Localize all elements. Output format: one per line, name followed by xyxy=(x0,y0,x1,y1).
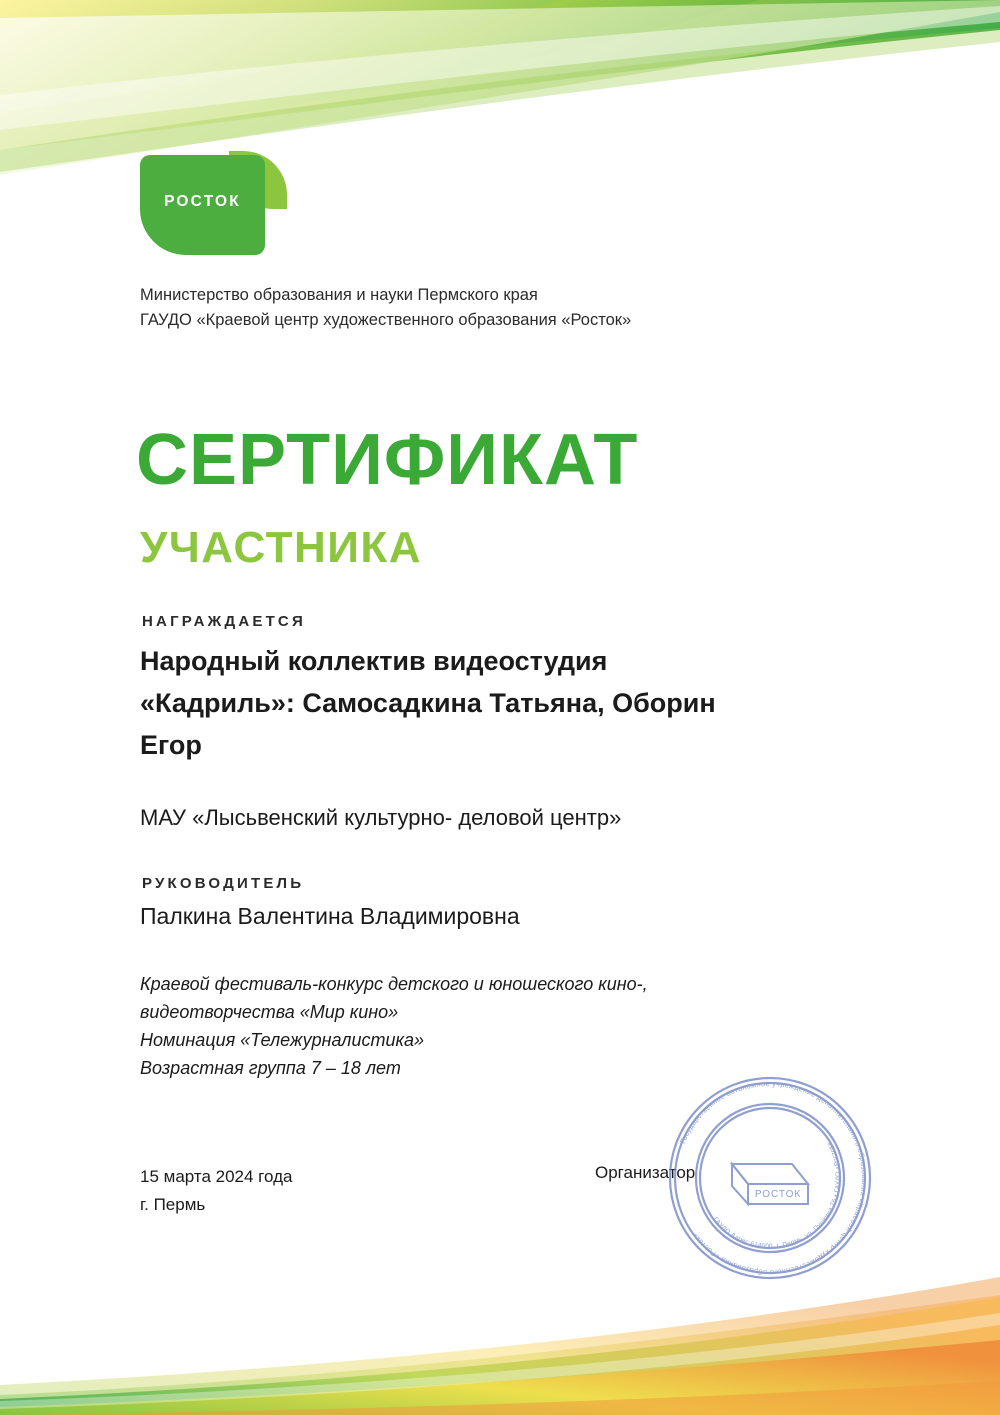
supervisor-name: Палкина Валентина Владимировна xyxy=(140,903,520,929)
organization-line-2: ГАУДО «Краевой центр художественного образования «Росток» xyxy=(140,311,632,329)
supervisor-label: РУКОВОДИТЕЛЬ xyxy=(142,875,305,892)
svg-text:ГАУДО Адрес 614000, г. Пермь,: ГАУДО Адрес 614000, г. Пермь, ул. Пушкина 76 • ГАУДО «Росток» xyxy=(711,1140,843,1251)
issue-date-block xyxy=(140,1163,292,1219)
svg-text:РОСТОК: РОСТОК xyxy=(754,1189,802,1200)
organization-line-1: Министерство образования и науки Пермского края xyxy=(140,286,538,304)
organizer-label: Организатор xyxy=(595,1163,696,1182)
awarded-label: НАГРАЖДАЕТСЯ xyxy=(142,613,306,630)
event-age-group: Возрастная группа 7 – 18 лет xyxy=(140,1058,401,1078)
event-line-2: видеотворчества «Мир кино» xyxy=(140,1002,399,1022)
organization-block xyxy=(140,283,880,333)
event-details xyxy=(140,970,780,1082)
issue-date: 15 марта 2024 года xyxy=(140,1167,293,1186)
certificate-title: СЕРТИФИКАТ xyxy=(136,420,639,500)
rostok-logo xyxy=(140,155,290,260)
institution-name: МАУ «Лысьвенский культурно- деловой центр» xyxy=(140,805,622,830)
event-nomination: Номинация «Тележурналистика» xyxy=(140,1030,424,1050)
official-round-stamp-icon xyxy=(660,1068,880,1288)
issue-city: г. Пермь xyxy=(140,1195,206,1214)
awardee-name: Народный коллектив видеостудия «Кадриль»: Самосадкина Татьяна, Оборин Егор xyxy=(140,646,716,760)
event-line-1: Краевой фестиваль-конкурс детского и юношеского кино-, xyxy=(140,974,648,994)
logo-text: РОСТОК xyxy=(164,193,241,210)
certificate-content xyxy=(136,0,880,1415)
certificate-subtitle: УЧАСТНИКА xyxy=(140,523,423,572)
sprout-logo-icon xyxy=(140,155,265,255)
svg-text:Государственное автономное учр: Государственное автономное учреждение дополнительного образования «Краевой центр художественного образования «Росток» xyxy=(677,1078,870,1278)
